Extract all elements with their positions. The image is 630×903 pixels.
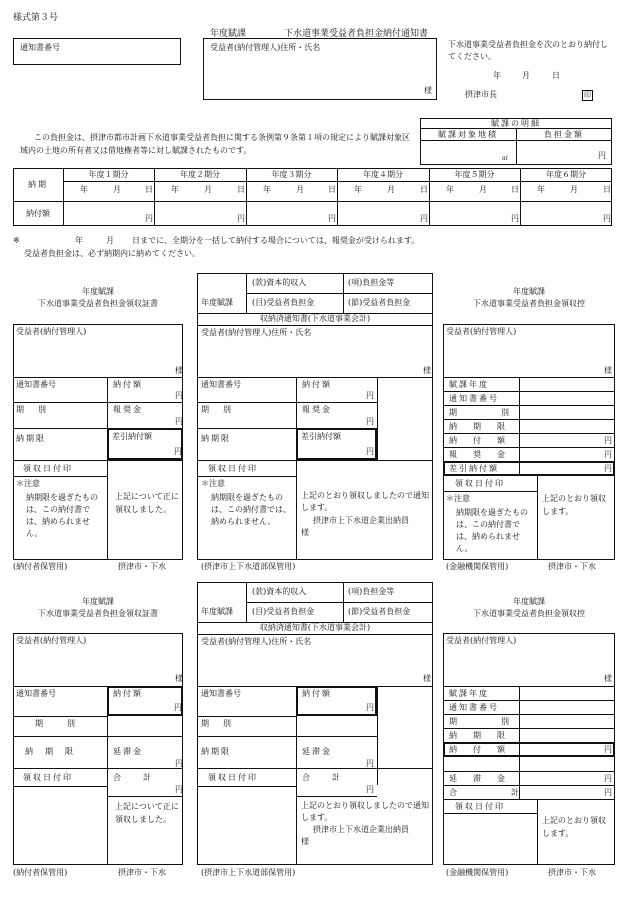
s2m-deadline: 納期限 (201, 747, 231, 756)
period-4: 年度４期分 (363, 170, 403, 179)
s1m-beneficiary: 受益者(納付管理人)住所・氏名 (201, 328, 312, 337)
s2r-sama: 様 (604, 674, 612, 683)
s2m-moku: (目)受益者負担金 (252, 607, 315, 616)
s1m-receipt-notice: 収納済通知書(下水道事業会計) (259, 314, 371, 323)
note-mark: ※ (13, 236, 20, 245)
p2-y: 年 (171, 185, 179, 194)
s2r-deadline: 納期限 (449, 731, 521, 740)
s2r-total: 合計 (449, 788, 573, 797)
s2m-late: 延滞金 (302, 747, 332, 756)
p5-yen: 円 (511, 214, 519, 223)
notice-title: 下水道事業受益者負担金納付通知書 (284, 29, 429, 39)
s2m-pay: 納付額 (302, 689, 332, 698)
levy-explanation: この負担金は、摂津市都市計画下水道事業受益者負担に関する条例第９条第１項の規定により賦課対象区域内の土地の所有者又は借地権者等に対し賦課されたものです。 (20, 133, 410, 155)
s2m-year: 年度賦課 (201, 607, 233, 616)
s1l-notice-no: 通知書番号 (16, 380, 56, 389)
s1l-city: 摂津市・下水 (118, 562, 166, 571)
s1r-deadline: 納期限 (449, 422, 521, 431)
s2m-kan: (款)資本的収入 (252, 587, 307, 596)
s1r-bank-keep: (金融機関保管用) (446, 562, 509, 571)
period-3: 年度３期分 (271, 170, 312, 179)
s2l-late-yen: 円 (175, 759, 183, 768)
s1m-caution: ＊注意 (201, 479, 225, 488)
s1l-pay: 納付額 (113, 380, 143, 389)
period-1: 年度１期分 (88, 170, 129, 179)
s2m-stamp: 領収日付印 (208, 773, 258, 782)
area-unit: ㎡ (502, 155, 509, 162)
p1-yen: 円 (145, 214, 153, 223)
s1-right-year: 年度賦課 (513, 287, 545, 296)
p2-d: 日 (237, 185, 245, 194)
s2r-late: 延滞金 (449, 774, 521, 783)
s1l-beneficiary: 受益者(納付管理人) (16, 327, 87, 336)
s1-right-title: 下水道事業受益者負担金領収控 (473, 299, 585, 308)
s1l-period: 期別 (16, 405, 60, 414)
seal-mark: 印 (584, 91, 591, 99)
p1-d: 日 (145, 185, 153, 194)
s2m-total-yen: 円 (366, 785, 374, 794)
s2l-received: 上記について正に領収しました。 (115, 802, 179, 824)
s1l-pay-yen: 円 (175, 391, 183, 400)
p6-y: 年 (537, 185, 545, 194)
s2-left-title: 下水道事業受益者負担金領収証書 (38, 609, 158, 618)
issuer: 摂津市長 (465, 90, 497, 99)
s2l-period: 期別 (35, 719, 99, 728)
s1r-net: 差引納付額 (449, 464, 499, 473)
s1m-pay-yen: 円 (366, 391, 374, 400)
date-day: 日 (552, 71, 560, 80)
s1l-payer-keep: (納付者保管用) (13, 562, 68, 571)
deadline-label: 納期 (28, 180, 48, 189)
s2m-period: 期別 (201, 719, 245, 728)
s1r-notice-no: 通知書番号 (449, 394, 499, 403)
s1m-moku: (目)受益者負担金 (252, 298, 315, 307)
beneficiary-label: 受益者(納付管理人)住所・氏名 (210, 43, 321, 52)
s1m-kan: (款)資本的収入 (252, 278, 307, 287)
s1r-reward: 報奨金 (449, 450, 521, 459)
p4-yen: 円 (420, 214, 428, 223)
s2r-pay-yen: 円 (604, 745, 612, 754)
s1m-pay: 納付額 (302, 380, 332, 389)
s1m-stamp: 領収日付印 (208, 464, 258, 473)
payment-label: 納付額 (26, 209, 50, 218)
s1m-kou: (項)負担金等 (348, 278, 395, 287)
s2m-beneficiary: 受益者(納付管理人)住所・氏名 (201, 637, 312, 646)
s2m-setsu: (節)受益者負担金 (348, 607, 411, 616)
s2l-payer-keep: (納付者保管用) (13, 868, 68, 877)
s1-left-year: 年度賦課 (82, 287, 114, 296)
sama-label: 様 (424, 86, 432, 95)
date-month: 月 (522, 71, 530, 80)
s2r-bank-keep: (金融機関保管用) (446, 868, 509, 877)
p5-m: 月 (479, 185, 487, 194)
s2m-dept-keep: (摂津市上下水道部保管用) (201, 868, 296, 877)
s1m-year: 年度賦課 (201, 298, 233, 307)
notice-number-label: 通知書番号 (20, 43, 60, 52)
s2l-late: 延滞金 (113, 747, 143, 756)
area-label: 賦課対象地積 (438, 130, 498, 139)
s1l-caution-text: 納期限を過ぎたものは、この納付書では、納められません。 (26, 493, 98, 538)
p4-d: 日 (420, 185, 428, 194)
s1r-sama: 様 (604, 366, 612, 375)
s1l-caution: ＊注意 (16, 479, 40, 488)
s1m-deadline: 納期限 (201, 434, 231, 443)
s2-right-year: 年度賦課 (513, 597, 545, 606)
s2m-notice-no: 通知書番号 (201, 689, 241, 698)
s2m-received: 上記のとおり領収しましたので通知します。 (301, 801, 429, 822)
s1r-reward-yen: 円 (604, 450, 612, 459)
beneficiary-box[interactable] (203, 38, 437, 100)
date-year: 年 (493, 71, 501, 80)
s2r-received: 上記のとおり領収します。 (542, 816, 606, 838)
s1r-beneficiary: 受益者(納付管理人) (446, 327, 517, 336)
s2l-city: 摂津市・下水 (118, 868, 166, 877)
s1l-net: 差引納付額 (112, 432, 152, 441)
s2l-notice-no: 通知書番号 (16, 689, 56, 698)
p6-d: 日 (603, 185, 611, 194)
s2r-late-yen: 円 (604, 774, 612, 783)
note-year: 年 (75, 236, 83, 245)
s2l-total-yen: 円 (175, 785, 183, 794)
form-number: 様式第３号 (13, 13, 59, 23)
s2l-stamp: 領収日付印 (23, 773, 73, 782)
s2r-stamp: 領収日付印 (455, 802, 505, 811)
p3-m: 月 (296, 185, 304, 194)
s1m-notice-no: 通知書番号 (201, 380, 241, 389)
notice-year-tax: 年度賦課 (210, 29, 247, 39)
note-line1: 日までに、全期分を一括して納付する場合については、報奨金が受けられます。 (132, 236, 420, 245)
s2r-year-label: 賦課年度 (449, 689, 489, 698)
s2l-total: 合計 (113, 773, 173, 782)
s1-left-title: 下水道事業受益者負担金領収証書 (38, 299, 158, 308)
s1m-net-yen: 円 (366, 447, 374, 456)
s1l-sama: 様 (175, 366, 183, 375)
s2l-sama: 様 (175, 674, 183, 683)
s2-right-title: 下水道事業受益者負担金領収控 (473, 609, 585, 618)
amount-unit: 円 (598, 151, 606, 160)
s1l-received: 上記について正に領収しました。 (115, 492, 179, 514)
note-month: 月 (106, 236, 114, 245)
s1l-reward: 報奨金 (113, 405, 143, 414)
s2r-period: 期別 (449, 717, 553, 726)
p3-yen: 円 (328, 214, 336, 223)
p6-m: 月 (570, 185, 578, 194)
s2l-beneficiary: 受益者(納付管理人) (16, 636, 87, 645)
s2-left-year: 年度賦課 (82, 597, 114, 606)
s1m-setsu: (節)受益者負担金 (348, 298, 411, 307)
period-6: 年度６期分 (546, 170, 586, 179)
s2m-pay-yen: 円 (366, 703, 374, 712)
s2m-bureau: 摂津市上下水道企業出納員様 (301, 825, 409, 846)
s2l-pay-yen: 円 (174, 703, 182, 712)
s2m-late-yen: 円 (366, 759, 374, 768)
p3-d: 日 (328, 185, 336, 194)
p2-m: 月 (204, 185, 212, 194)
s1r-year-label: 賦課年度 (449, 380, 489, 389)
p2-yen: 円 (237, 214, 245, 223)
s2m-kou: (項)負担金等 (348, 587, 395, 596)
s1l-reward-yen: 円 (175, 417, 183, 426)
s1m-caution-text: 納期限を過ぎたものは、この納付書では、納められません。 (211, 493, 291, 526)
s1m-period: 期別 (201, 405, 245, 414)
period-2: 年度２期分 (180, 170, 220, 179)
s2r-pay: 納付額 (449, 745, 521, 754)
s2r-city: 摂津市・下水 (548, 868, 596, 877)
s1r-pay-yen: 円 (604, 436, 612, 445)
s2r-notice-no: 通知書番号 (449, 703, 499, 712)
s2l-deadline: 納期限 (25, 747, 85, 756)
s1m-net: 差引納付額 (301, 432, 341, 441)
amount-label: 負担金額 (544, 130, 584, 139)
s1l-stamp: 領収日付印 (23, 464, 73, 473)
p4-m: 月 (387, 185, 395, 194)
p3-y: 年 (263, 185, 271, 194)
s1l-net-yen: 円 (174, 447, 182, 456)
s2l-pay: 納付額 (113, 689, 143, 698)
s2r-beneficiary: 受益者(納付管理人) (446, 636, 517, 645)
p5-d: 日 (511, 185, 519, 194)
period-5: 年度５期分 (454, 170, 495, 179)
detail-title: 賦課の明細 (491, 119, 541, 128)
p1-y: 年 (80, 185, 88, 194)
notice-instruction: 下水道事業受益者負担金を次のとおり納付してください。 (448, 40, 608, 61)
s1r-caution: ＊注意 (446, 494, 470, 503)
s1m-reward: 報奨金 (302, 405, 332, 414)
s1m-bureau: 摂津市上下水道企業出納員様 (301, 516, 409, 537)
p6-yen: 円 (603, 214, 611, 223)
p5-y: 年 (446, 185, 454, 194)
s1r-caution-text: 納期限を過ぎたものは、この納付書では、納められません。 (456, 508, 528, 553)
s1m-sama: 様 (423, 366, 431, 375)
s1r-received: 上記のとおり領収します。 (542, 494, 606, 516)
notice-number-box[interactable] (13, 38, 181, 65)
s1r-pay: 納付額 (449, 436, 521, 445)
s1l-deadline: 納期限 (16, 434, 46, 443)
s1m-dept-keep: (摂津市上下水道部保管用) (201, 562, 296, 571)
s1m-reward-yen: 円 (366, 417, 374, 426)
p1-m: 月 (113, 185, 121, 194)
s2m-receipt-notice: 収納済通知書(下水道事業会計) (259, 623, 371, 632)
s2m-total: 合計 (302, 773, 362, 782)
s1m-received: 上記のとおり領収しましたので通知します。 (301, 491, 429, 512)
s1r-net-yen: 円 (604, 464, 612, 473)
s2m-sama: 様 (423, 674, 431, 683)
s1r-city: 摂津市・下水 (548, 562, 596, 571)
note-line2: 受益者負担金は、必ず納期内に納めてください。 (24, 249, 200, 258)
s2r-total-yen: 円 (604, 788, 612, 797)
p4-y: 年 (354, 185, 362, 194)
s1r-stamp: 領収日付印 (455, 479, 505, 488)
s1r-period: 期別 (449, 408, 553, 417)
